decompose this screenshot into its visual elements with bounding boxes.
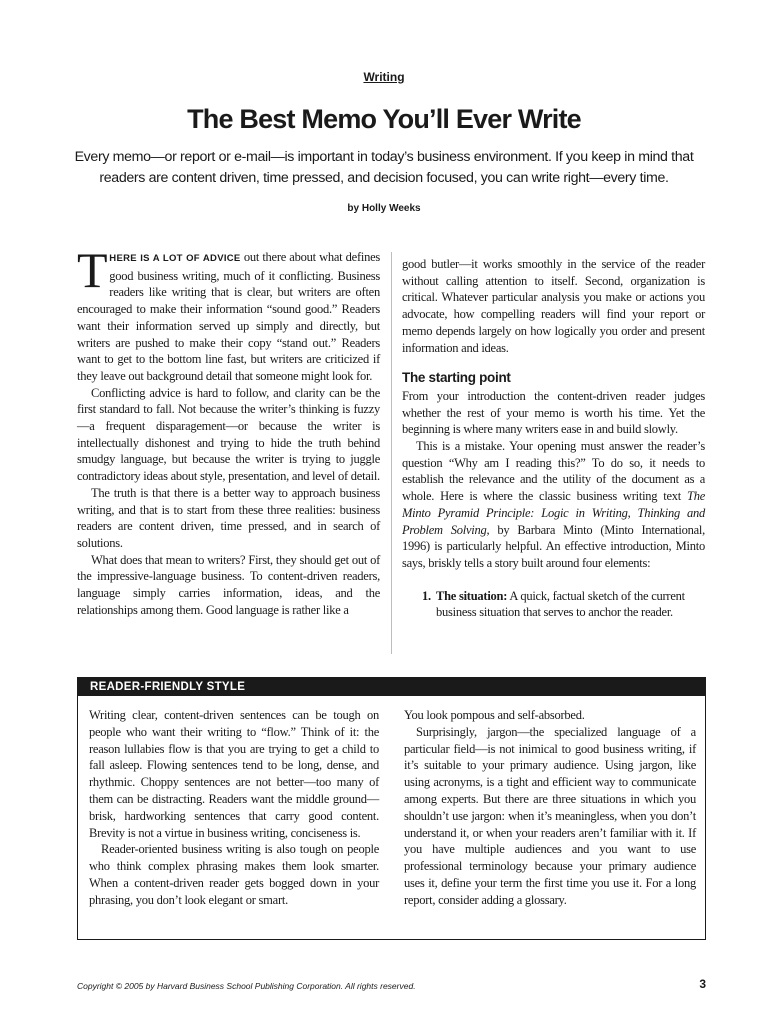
article-column-right — [402, 256, 705, 621]
article-deck: Every memo—or report or e-mail—is important in today’s business environment. If you keep in mind that readers are content driven, time pressed, and decision focused, you can write right—every time. — [74, 149, 694, 186]
article-paragraph: From your introduction the content-driven reader judges whether the rest of your memo is worth his time. Yet the beginning is where many writers ease in and build slowly. — [402, 388, 705, 437]
sidebar-column-right — [404, 707, 696, 909]
sidebar-paragraph: Writing clear, content-driven sentences can be tough on people who want their writing to “flow.” Think of it: the reason lullabies flow is that you are trying to get a child to fall asleep. Flowing sentences tend to be long, dense, and rhythmic. Choppy sentences are not better—too many of them can be distracting. Readers want the middle ground—brisk, hardworking sentences that carry good content. Brevity is not a virtue in business writing, conciseness is. — [89, 708, 379, 840]
article-paragraph: good butler—it works smoothly in the service of the reader without calling attention to itself. Second, organization is critical. Whatever particular analysis you make or actions you advocate, how compelling readers will find your report or memo depends largely on how logically you order and present information and ideas. — [402, 257, 705, 355]
sidebar-paragraph: Surprisingly, jargon—the specialized language of a particular field—is not inimical to good business writing, if it’s suitable to your primary audience. Using jargon, like using acronyms, is a tight and efficient way to communicate among experts. But there are three situations in which you shouldn’t use jargon: when it’s meaningless, when you don’t understand it, or when your readers aren’t familiar with it. If you have multiple audiences and you want to use professional terminology because your primary audience uses it, define your term the first time you use it. For a long report, consider adding a glossary. — [404, 724, 696, 907]
column-divider — [391, 252, 392, 654]
list-number: 1. — [422, 588, 431, 603]
copyright-notice: Copyright © 2005 by Harvard Business School Publishing Corporation. All rights reserved. — [77, 981, 416, 991]
paragraph-text: out there about what defines good business writing, much of it conflicting. Business readers like writing that is clear, but writers are often encouraged to make their information “sound good.” Readers want their information served up simply and directly, but writers are pushed to make their copy “stand out.” Readers want to get to the bottom line fast, but writers are criticized if they leave out background detail that someone might look for. — [77, 250, 380, 383]
subheading-starting-point: The starting point — [402, 370, 511, 386]
lead-in-caps: HERE IS A LOT OF ADVICE — [109, 253, 241, 264]
article-column-left — [77, 242, 380, 618]
byline: by Holly Weeks — [347, 203, 421, 214]
sidebar-paragraph: You look pompous and self-absorbed. — [404, 708, 585, 722]
paragraph-text: by Barbara Minto (Minto International, 1996) is particularly helpful. An effective introduction, Minto says, briskly tells a story built around four elements: — [402, 522, 705, 570]
page-number: 3 — [699, 977, 706, 991]
article-paragraph: Conflicting advice is hard to follow, and clarity can be the first standard to fall. Not because the writer’s thinking is fuzzy—a frequent disparagement—or because the writer is intellectually dishonest and trying to hide the truth behind smudgy language, but because the writer is trying to juggle contradictory ideas about style, presentation, and level of detail. — [77, 385, 380, 484]
paragraph-text: This is a mistake. Your opening must answer the reader’s question “Why am I reading this?” To do so, it needs to establish the relevance and the utility of the document as a whole. Here is where the classic business writing text — [402, 439, 705, 504]
sidebar-paragraph: Reader-oriented business writing is also tough on people who think complex phrasing makes them look smarter. When a content-driven reader gets bogged down in your phrasing, you don’t look elegant or smart. — [89, 842, 379, 907]
book-title: The Minto Pyramid Principle: Logic in Writing, Thinking and Problem Solving, — [402, 489, 705, 537]
section-label: Writing — [363, 70, 405, 84]
article-paragraph — [402, 438, 705, 572]
article-paragraph: The truth is that there is a better way to approach business writing, and that is to start from these three realities: business readers are content driven, time pressed, and in search of solutions. — [77, 485, 380, 550]
sidebar-box — [77, 677, 706, 940]
article-paragraph: What does that mean to writers? First, they should get out of the impressive-language business. To content-driven readers, language simply carries information, ideas, and the relationships among them. Good language is rather like a — [77, 552, 380, 617]
page-title: The Best Memo You’ll Ever Write — [187, 104, 581, 134]
list-item — [402, 588, 705, 621]
article-paragraph — [77, 242, 380, 385]
list-item-text: A quick, factual sketch of the current business situation that serves to anchor the reader. — [436, 588, 685, 620]
list-item-lead: The situation: — [436, 588, 508, 603]
sidebar-column-left — [89, 707, 379, 909]
sidebar-heading: READER-FRIENDLY STYLE — [78, 678, 705, 696]
drop-cap: T — [77, 242, 108, 298]
